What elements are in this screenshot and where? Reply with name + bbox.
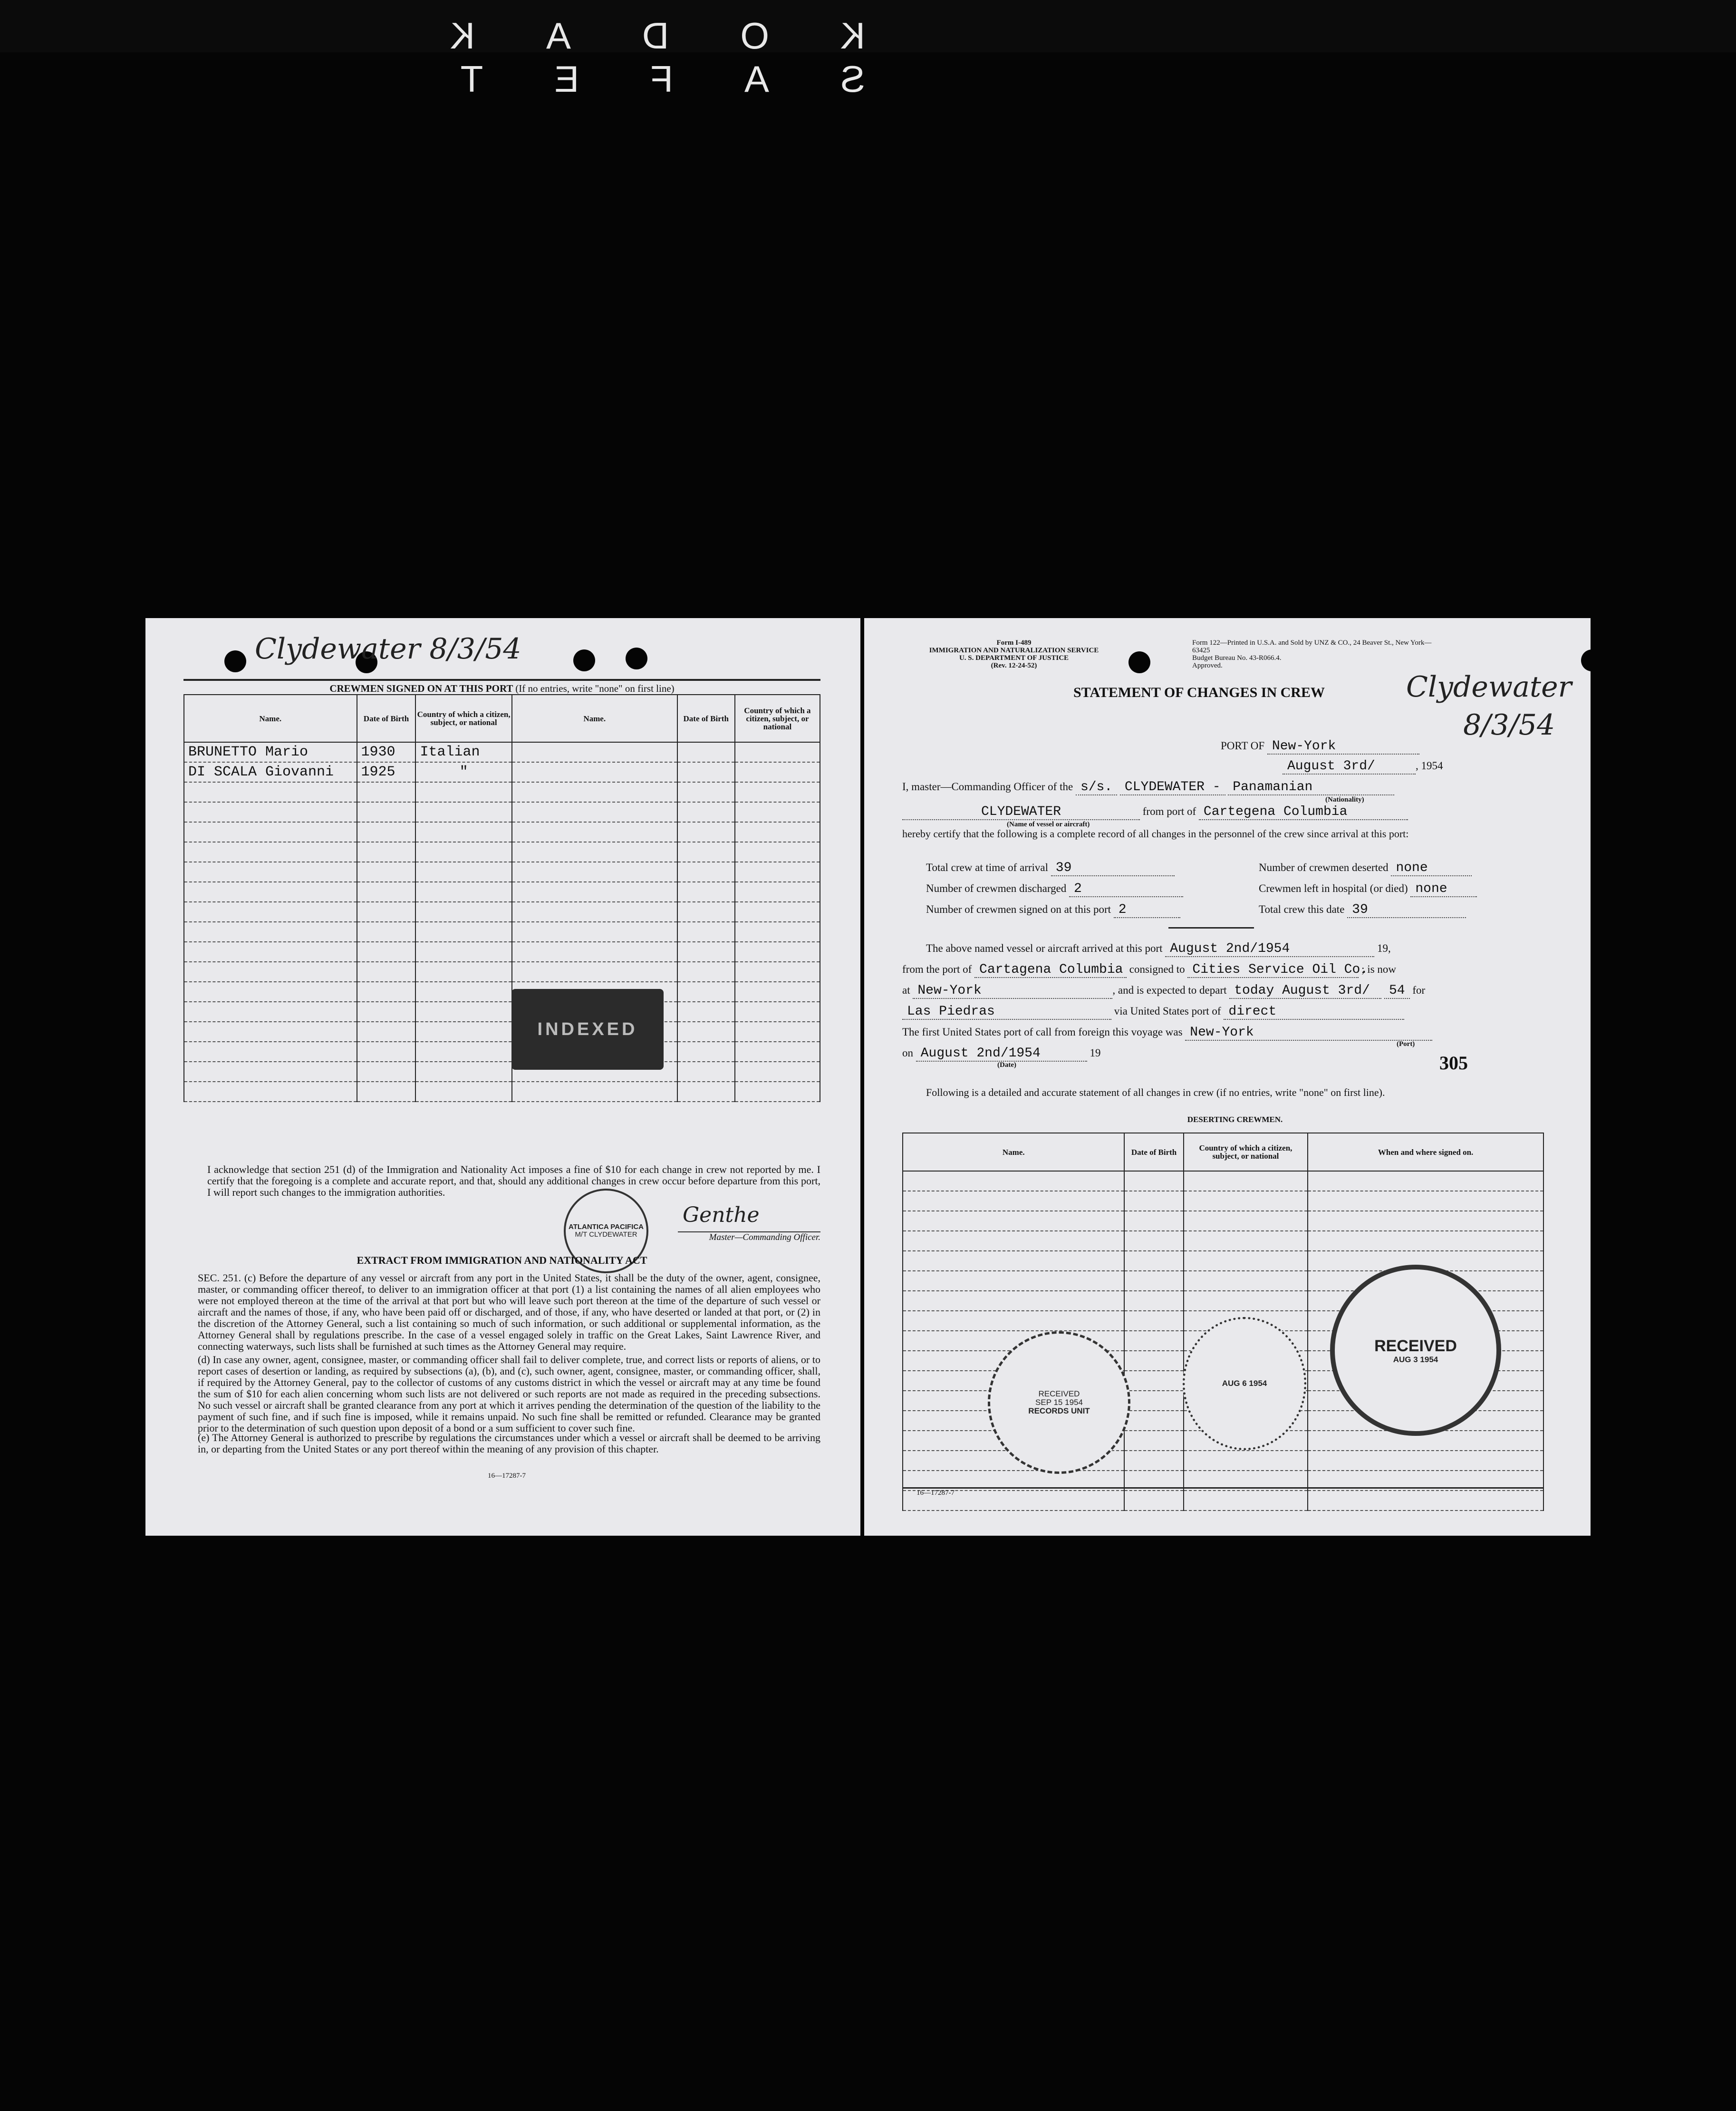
discharged-label: Number of crewmen discharged (926, 882, 1067, 894)
via-port: direct (1224, 1004, 1404, 1020)
divider (1168, 927, 1254, 929)
date-stamp: AUG 6 1954 (1183, 1317, 1306, 1450)
ship-stamp: ATLANTICA PACIFICA M/T CLYDEWATER (564, 1189, 648, 1273)
from-port-label: from port of (1142, 805, 1196, 817)
consigned-label: consigned to (1129, 963, 1185, 975)
nationality-caption: (Nationality) (1325, 796, 1364, 804)
port-value: New-York (1267, 739, 1419, 755)
handwritten-date: 8/3/54 (1463, 708, 1555, 742)
from-the-port: Cartagena Columbia (974, 962, 1127, 978)
form-header-left: Form I-489 IMMIGRATION AND NATURALIZATION SERVICE U. S. DEPARTMENT OF JUSTICE (Rev. 12-24-52) (929, 639, 1099, 669)
total-date-count: 39 (1347, 902, 1466, 918)
form-title: STATEMENT OF CHANGES IN CREW (1073, 685, 1325, 700)
from-port: Cartegena Columbia (1199, 804, 1408, 820)
report-year: 1954 (1421, 760, 1443, 772)
col-country: Country of which a citizen, subject, or national (415, 695, 511, 742)
indexed-stamp: INDEXED (511, 989, 664, 1070)
right-page: Form I-489 IMMIGRATION AND NATURALIZATION SERVICE U. S. DEPARTMENT OF JUSTICE (Rev. 12-24-52) Form 122—Printed in U.S.A. and Sold by UNZ & CO., 24 Beaver St., New York—63425 Budget Bureau No. 43-R066.4. Approved. STATEMENT OF CHANGES IN CREW Clydewater 8/3/54 PORT OF New-York August 3rd/ , 1954 I, master—Commanding Officer of the s/s. CLYDEWATER - Panamanian (Nationality) CLYDEWATER from port of Cartegena Columbia (Name of vessel or aircraft) hereby certify that the following is a complete record of all changes in the personnel of the crew since arrival at this port: Total crew at time of arrival 39 Number of crewmen deserted none Number of crewmen discharged 2 Crewmen left in hospital (or died) none Number of crewmen signed on at this port 2 Total crew this date 39 The above named vessel or aircraft arrived at this port August 2nd/1954 19, from the port of Cartagena Columbia consigned to Cities Service Oil Co. ; is now at New-York , and is expected to depart today August 3rd/ 54 for Las Piedras via United States port of direct The first United States port of call from foreign this voyage was New-York (Port) on August 2nd/1954 19 (Date) 305 Following is a detailed and accurate statement of all changes in crew (if no entries, write "none" on first line). DESERTING CREWMEN. Name. Date of Birth Country of which a citizen, subject, or national When and where signed on. RECEIVED SEP 15 1954 RECORDS UNIT AUG 6 1954 RECEIVED AUG 3 1954 16—17287-7 (864, 618, 1591, 1536)
arrived-label: The above named vessel or aircraft arrived at this port (926, 942, 1163, 954)
current-port: New-York (913, 983, 1112, 999)
deserted-count: none (1391, 861, 1472, 876)
crew-name: DI SCALA Giovanni (184, 762, 357, 782)
vessel-nationality: Panamanian (1228, 780, 1394, 795)
form-code: 16—17287-7 (488, 1472, 526, 1480)
depart-year: 54 (1384, 983, 1410, 999)
vessel-type: s/s. (1076, 780, 1117, 795)
col-dob: Date of Birth (357, 695, 416, 742)
destination: Las Piedras (902, 1004, 1111, 1020)
for-label: for (1412, 984, 1426, 996)
col-name: Name. (903, 1133, 1124, 1171)
col-country: Country of which a citizen, subject, or national (735, 695, 820, 742)
form-code: 16—17287-7 (916, 1489, 955, 1497)
file-number: 305 (1439, 1052, 1468, 1074)
date-caption: (Date) (997, 1061, 1016, 1069)
on-suffix: 19 (1090, 1047, 1101, 1059)
crew-dob: 1925 (357, 762, 416, 782)
extract-section-e: (e) The Attorney General is authorized to prescribe by regulations the circumstances under which a vessel or aircraft shall be deemed to be arriving in, or departing from the United States or any port thereof within the meaning of any provision of this chapter. (198, 1432, 820, 1455)
crew-dob: 1930 (357, 742, 416, 762)
handwritten-vessel-name: Clydewater (1406, 670, 1572, 704)
col-when-where: When and where signed on. (1308, 1133, 1543, 1171)
is-now-label: ; is now (1361, 963, 1397, 975)
master-signature: Genthe (683, 1203, 760, 1227)
col-country: Country of which a citizen, subject, or national (1184, 1133, 1308, 1171)
at-label: at (902, 984, 910, 996)
handwritten-vessel-note: Clydewater 8/3/54 (255, 632, 521, 666)
crew-country: " (415, 762, 511, 782)
left-page (145, 618, 860, 1536)
punch-hole (224, 650, 246, 672)
col-dob: Date of Birth (1124, 1133, 1183, 1171)
col-name: Name. (512, 695, 677, 742)
arrived-suffix: 19 (1377, 942, 1388, 954)
vessel-caption: (Name of vessel or aircraft) (1007, 821, 1090, 828)
extract-title: EXTRACT FROM IMMIGRATION AND NATIONALITY ACT (357, 1254, 647, 1266)
hospital-label: Crewmen left in hospital (or died) (1259, 882, 1408, 894)
arrived-date: August 2nd/1954 (1165, 941, 1374, 957)
table-row (184, 762, 820, 782)
acknowledgment-text: I acknowledge that section 251 (d) of the Immigration and Nationality Act imposes a fine of $10 for each change in crew not reported by me. I certify that the foregoing is a complete and accurate report, and that, should any additional changes in crew occur before departure from this port, I will report such changes to the immigration authorities. (207, 1163, 820, 1198)
punch-hole (573, 649, 595, 671)
expected-label: , and is expected to depart (1112, 984, 1227, 996)
total-arrival: 39 (1051, 861, 1175, 876)
signed-on-label: Number of crewmen signed on at this port (926, 903, 1111, 915)
deserting-title: DESERTING CREWMEN. (1187, 1115, 1283, 1124)
film-edge-text: KODAK SAFET (378, 15, 865, 100)
footer-rule (902, 1487, 1544, 1489)
punch-hole (1581, 649, 1603, 671)
crew-country: Italian (415, 742, 511, 762)
signed-on-count: 2 (1114, 902, 1180, 918)
records-unit-stamp: RECEIVED SEP 15 1954 RECORDS UNIT (988, 1331, 1130, 1474)
col-dob: Date of Birth (677, 695, 735, 742)
first-port: New-York (1185, 1025, 1432, 1041)
punch-hole (626, 648, 647, 669)
crew-name: BRUNETTO Mario (184, 742, 357, 762)
extract-section-c: SEC. 251. (c) Before the departure of any vessel or aircraft from any port in the United States, it shall be the duty of the owner, agent, consignee, master, or commanding officer thereof, to deliver to an immigration officer at that port (1) a list containing the names of all alien employees who were not employed thereon at the time of the arrival at that port but who will leave such port thereon at the time of the departure of such vessel or aircraft and the names of those, if any, who have been paid off or discharged, and of those, if any, who have deserted or landed at that port, or (2) in the discretion of the Attorney General, such a list containing so much of such information, or such additional or supplemental information, as the Attorney General shall by regulations prescribe. In the case of a vessel engaged solely in traffic on the Great Lakes, Saint Lawrence River, and connecting waterways, such lists shall be furnished at such times as the Attorney General may require. (198, 1272, 820, 1352)
received-stamp: RECEIVED AUG 3 1954 (1330, 1265, 1501, 1436)
deserted-label: Number of crewmen deserted (1259, 862, 1389, 873)
form-header-right: Form 122—Printed in U.S.A. and Sold by UNZ & CO., 24 Beaver St., New York—63425 Budget Bureau No. 43-R066.4. Approved. (1192, 639, 1432, 669)
vessel-name-2: CLYDEWATER (902, 804, 1140, 820)
table-row (184, 742, 820, 762)
signature-caption: Master—Commanding Officer. (678, 1231, 820, 1243)
film-edge (0, 0, 1736, 100)
from-the-port-label: from the port of (902, 963, 972, 975)
vessel-name: CLYDEWATER - (1120, 780, 1225, 795)
extract-section-d: (d) In case any owner, agent, consignee, master, or commanding officer shall fail to deliver complete, true, and correct lists or reports of aliens, or to report cases of desertion or landing, as required by subsections (a), (b), and (c), such owner, agent, consignee, master, or commanding officer, shall, if required by the Attorney General, pay to the collector of customs of any customs district in which the vessel or aircraft may at any time be found the sum of $10 for each alien concerning whom such lists are not delivered or such reports are not made as required in the preceding subsections. No such vessel or aircraft shall be granted clearance from any port at which it arrives pending the determination of the question of the liability to the payment of such fine, and if such fine is imposed, while it remains unpaid. No such fine shall be remitted or refunded. Clearance may be granted prior to the determination of such question upon deposit of a bond or a sum sufficient to cover such fine. (198, 1354, 820, 1434)
punch-hole (1128, 651, 1150, 673)
col-name: Name. (184, 695, 357, 742)
via-label: via United States port of (1114, 1005, 1221, 1017)
on-label: on (902, 1047, 913, 1059)
port-label: PORT OF (1221, 740, 1265, 752)
port-caption: (Port) (1397, 1040, 1415, 1048)
table-title: CREWMEN SIGNED ON AT THIS PORT (If no entries, write "none" on first line) (183, 679, 820, 695)
first-port-date: August 2nd/1954 (916, 1046, 1087, 1062)
depart-date: today August 3rd/ (1229, 983, 1381, 999)
following-text: Following is a detailed and accurate statement of all changes in crew (if no entries, write "none" on first line). (926, 1086, 1385, 1098)
discharged-count: 2 (1069, 881, 1183, 897)
hospital-count: none (1410, 881, 1477, 897)
certify-text: hereby certify that the following is a complete record of all changes in the personnel of the crew since arrival at this port: (902, 828, 1409, 840)
total-arrival-label: Total crew at time of arrival (926, 862, 1049, 873)
master-label: I, master—Commanding Officer of the (902, 781, 1073, 793)
first-port-label: The first United States port of call from foreign this voyage was (902, 1026, 1183, 1038)
consigned-to: Cities Service Oil Co. (1187, 962, 1359, 978)
report-date: August 3rd/ (1283, 759, 1416, 775)
crewmen-signed-on-table (183, 694, 820, 1102)
total-date-label: Total crew this date (1259, 903, 1345, 915)
